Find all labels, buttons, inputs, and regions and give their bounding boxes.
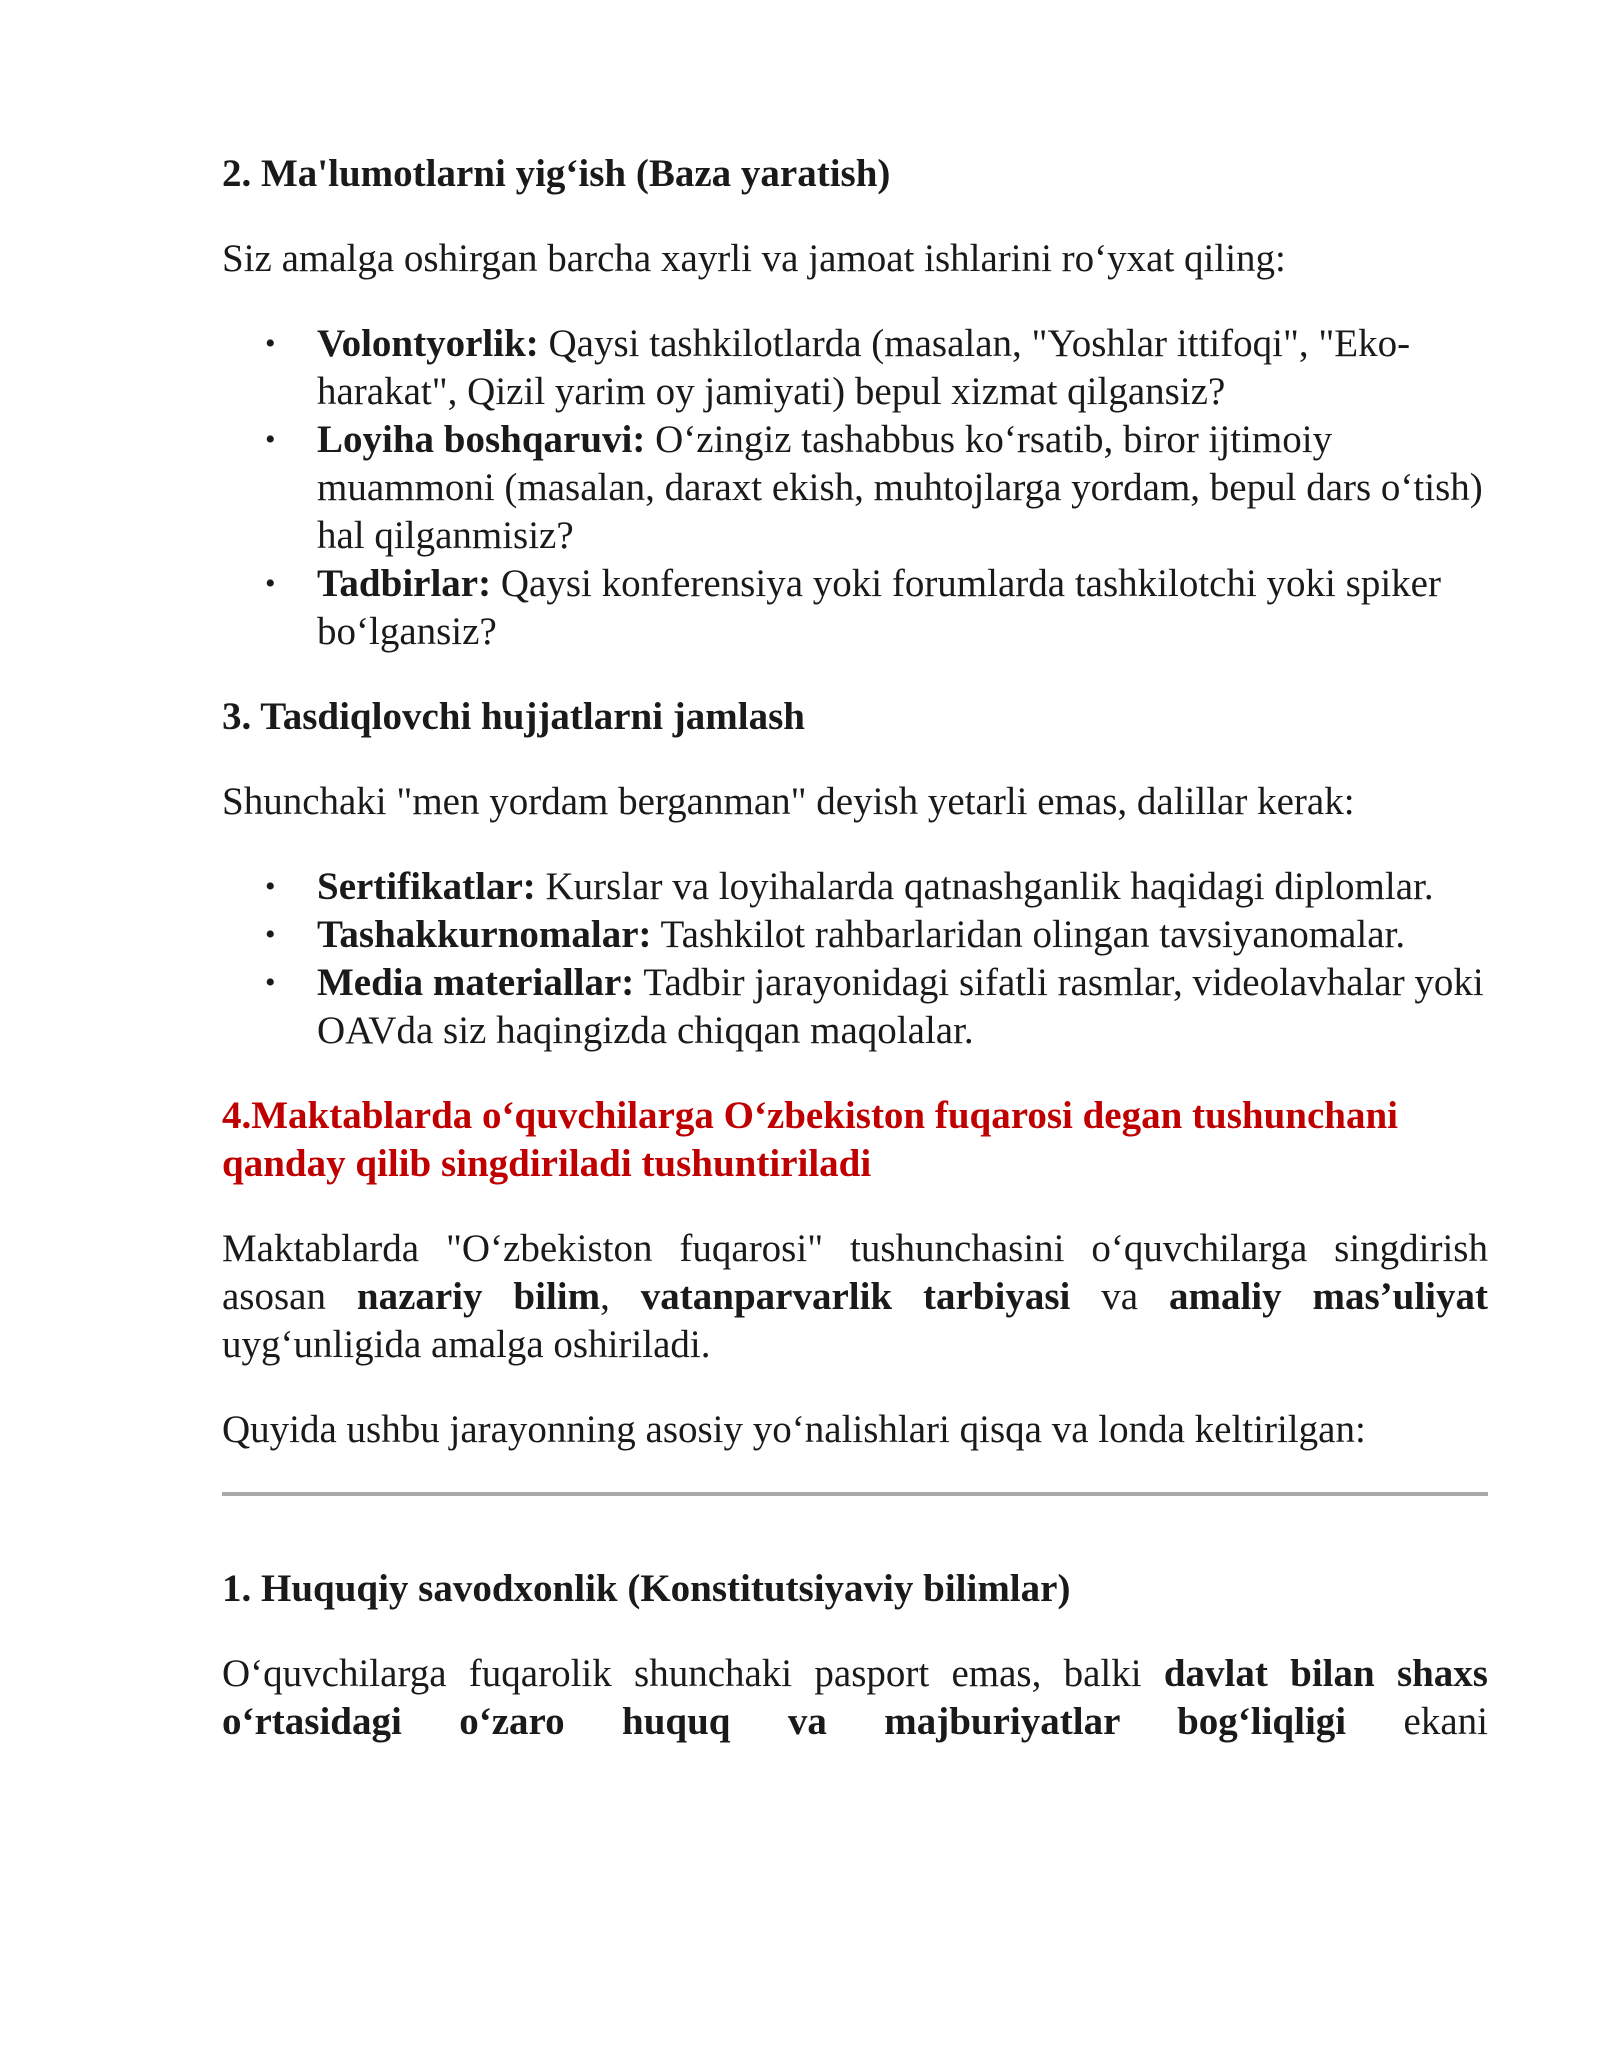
list-item-text: Tashkilot rahbarlaridan olingan tavsiyanomalar. xyxy=(651,913,1406,956)
section-2-intro: Siz amalga oshirgan barcha xayrli va jamoat ishlarini ro‘yxat qiling: xyxy=(222,237,1286,280)
text-run: Maktablarda "O‘zbekiston fuqarosi" tushunchasini o‘quvchilarga singdirish asosan xyxy=(222,1227,1488,1318)
text-run: va xyxy=(1070,1275,1169,1318)
section-3-heading: 3. Tasdiqlovchi hujjatlarni jamlash xyxy=(222,695,805,738)
list-item-text: Tadbir jarayonidagi sifatli rasmlar, videolavhalar yoki OAVda siz haqingizda chiqqan maqolalar. xyxy=(317,961,1484,1052)
bullet-icon: • xyxy=(265,918,276,951)
list-item-term: Media materiallar: xyxy=(317,961,635,1004)
list-item xyxy=(265,320,1488,416)
bold-term: davlat bilan shaxs o‘rtasidagi o‘zaro huquq va majburiyatlar bog‘liqligi xyxy=(222,1652,1488,1743)
list-item-text: Qaysi tashkilotlarda (masalan, "Yoshlar ittifoqi", "Eko-harakat", Qizil yarim oy jamiyati) bepul xizmat qilgansiz? xyxy=(317,322,1411,413)
list-item xyxy=(265,560,1488,656)
list-item-term: Tashakkurnomalar: xyxy=(317,913,652,956)
horizontal-rule xyxy=(222,1492,1488,1496)
bold-term: vatanparvarlik tarbiyasi xyxy=(640,1275,1071,1318)
subsection-1-heading: 1. Huquqiy savodxonlik (Konstitutsiyaviy bilimlar) xyxy=(222,1567,1071,1610)
text-run: ekani xyxy=(1346,1700,1488,1743)
list-item xyxy=(265,959,1488,1055)
section-2-list xyxy=(222,320,1488,656)
section-4-paragraph xyxy=(222,1225,1488,1369)
section-3-intro: Shunchaki "men yordam berganman" deyish yetarli emas, dalillar kerak: xyxy=(222,780,1355,823)
subsection-1-paragraph xyxy=(222,1650,1488,1746)
bullet-icon: • xyxy=(265,423,276,456)
list-item-term: Loyiha boshqaruvi: xyxy=(317,418,646,461)
list-item-term: Volontyorlik: xyxy=(317,322,539,365)
list-item-term: Tadbirlar: xyxy=(317,562,492,605)
bullet-icon: • xyxy=(265,567,276,600)
bullet-icon: • xyxy=(265,966,276,999)
list-item xyxy=(265,863,1488,911)
bold-term: amaliy mas’uliyat xyxy=(1168,1275,1489,1318)
document-page xyxy=(222,150,1488,1746)
section-3-list xyxy=(222,863,1488,1055)
list-item-text: O‘zingiz tashabbus ko‘rsatib, biror ijtimoiy muammoni (masalan, daraxt ekish, muhtojlarga yordam, bepul dars o‘tish) hal qilganmisiz? xyxy=(317,418,1483,557)
list-item xyxy=(265,416,1488,560)
list-item-text: Qaysi konferensiya yoki forumlarda tashkilotchi yoki spiker bo‘lgansiz? xyxy=(317,562,1441,653)
list-item-text: Kurslar va loyihalarda qatnashganlik haqidagi diplomlar. xyxy=(535,865,1434,908)
list-item-term: Sertifikatlar: xyxy=(317,865,536,908)
text-run: uyg‘unligida amalga oshiriladi. xyxy=(222,1323,711,1366)
section-2-heading: 2. Ma'lumotlarni yig‘ish (Baza yaratish) xyxy=(222,152,891,195)
bullet-icon: • xyxy=(265,870,276,903)
section-4-heading: 4.Maktablarda o‘quvchilarga O‘zbekiston fuqarosi degan tushunchani qanday qilib singdiriladi tushuntiriladi xyxy=(222,1094,1398,1185)
bullet-icon: • xyxy=(265,327,276,360)
bold-term: nazariy bilim xyxy=(356,1275,601,1318)
list-item xyxy=(265,911,1488,959)
section-4-intro: Quyida ushbu jarayonning asosiy yo‘nalishlari qisqa va londa keltirilgan: xyxy=(222,1408,1366,1451)
text-run: , xyxy=(600,1275,641,1318)
text-run: O‘quvchilarga fuqarolik shunchaki pasport emas, balki xyxy=(222,1652,1164,1695)
